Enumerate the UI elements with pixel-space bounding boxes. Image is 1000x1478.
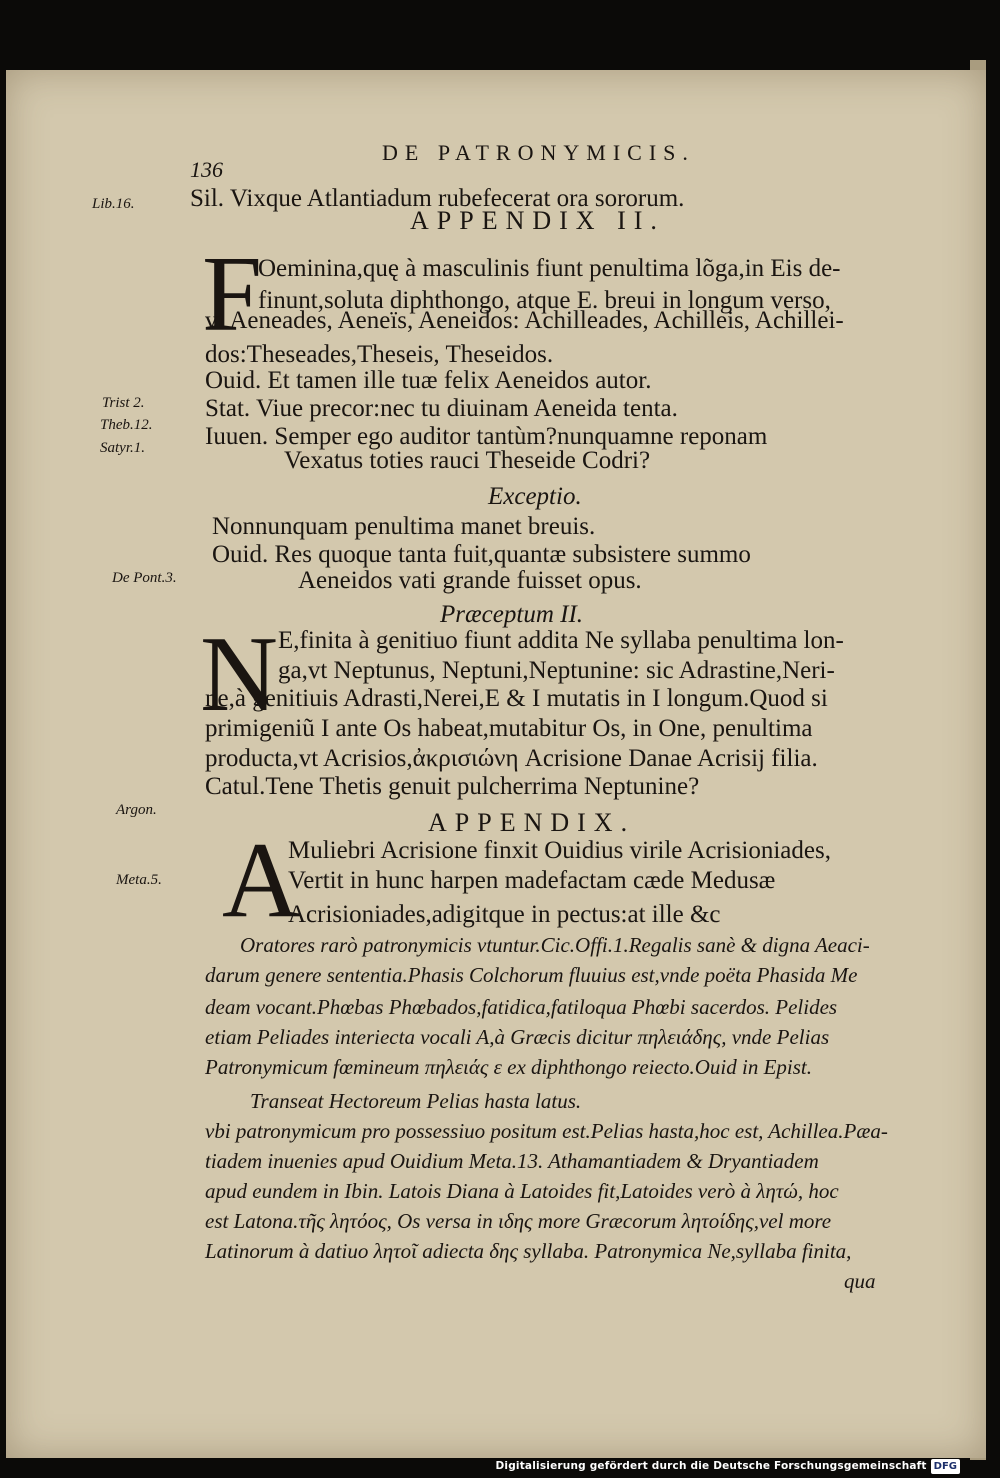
- verse-line: Iuuen. Semper ego auditor tantùm?nunquamne reponam: [205, 423, 768, 450]
- text-line: producta,vt Acrisios,ἀκρισιώνη Acrisione Danae Acrisij filia.: [205, 745, 818, 772]
- text-line: vt Aeneades, Aeneïs, Aeneidos: Achilleades, Achilleis, Achillei-: [205, 307, 844, 334]
- commentary-line: Oratores rarò patronymicis vtuntur.Cic.Offi.1.Regalis sanè & digna Aeaci-: [240, 933, 870, 957]
- text-line: ga,vt Neptunus, Neptuni,Neptunine: sic Adrastine,Neri-: [278, 657, 835, 684]
- dfg-logo: DFG: [931, 1459, 960, 1474]
- section-heading: APPENDIX II.: [410, 206, 665, 235]
- verse-line: Ouid. Res quoque tanta fuit,quantæ subsistere summo: [212, 541, 751, 568]
- text-line: primigeniũ I ante Os habeat,mutabitur Os, in One, penultima: [205, 715, 813, 742]
- margin-note-trist: Trist 2.: [102, 395, 145, 411]
- commentary-line: Latinorum à datiuo λητοῖ adiecta δης syllaba. Patronymica Ne,syllaba finita,: [205, 1239, 852, 1263]
- commentary-line: Patronymicum fœmineum πηλειάς ε ex diphthongo reiecto.Ouid in Epist.: [205, 1055, 812, 1079]
- commentary-line: apud eundem in Ibin. Latois Diana à Latoides fit,Latoides verò à λητώ, hoc: [205, 1179, 839, 1203]
- verse-line: Ouid. Et tamen ille tuæ felix Aeneidos autor.: [205, 367, 652, 394]
- text-line: dos:Theseades,Theseis, Theseidos.: [205, 341, 554, 368]
- verse-line: Sil. Vixque Atlantiadum rubefecerat ora sororum.: [190, 185, 685, 212]
- commentary-line: est Latona.τῆς λητόος, Os versa in ιδης more Græcorum λητοίδης,vel more: [205, 1209, 832, 1233]
- verse-line: Stat. Viue precor:nec tu diuinam Aeneida tenta.: [205, 395, 678, 422]
- text-line: Nonnunquam penultima manet breuis.: [212, 513, 596, 540]
- margin-note-satyr: Satyr.1.: [100, 440, 145, 456]
- section-heading: Præceptum II.: [440, 601, 584, 628]
- section-heading: Exceptio.: [488, 483, 582, 510]
- verse-line: Vexatus toties rauci Theseide Codri?: [284, 447, 651, 474]
- verse-line: Vertit in hunc harpen madefactam cæde Medusæ: [288, 867, 776, 894]
- commentary-line: Transeat Hectoreum Pelias hasta latus.: [250, 1089, 582, 1113]
- margin-note-argon: Argon.: [116, 802, 157, 818]
- drop-cap: N: [200, 615, 278, 734]
- verse-line: Aeneidos vati grande fuisset opus.: [298, 567, 642, 594]
- commentary-line: darum genere sententia.Phasis Colchorum fluuius est,vnde poëta Phasida Me: [205, 963, 858, 987]
- footer-credit: Digitalisierung gefördert durch die Deutsche Forschungsgemeinschaft: [495, 1460, 927, 1472]
- text-line: Oeminina,quę à masculinis fiunt penultima lõga,in Eis de-: [258, 255, 841, 282]
- verse-line: Muliebri Acrisione finxit Ouidius virile Acrisioniades,: [288, 837, 831, 864]
- verse-line: Catul.Tene Thetis genuit pulcherrima Neptunine?: [205, 773, 700, 800]
- catchword: qua: [844, 1269, 876, 1293]
- commentary-line: vbi patronymicum pro possessiuo positum est.Pelias hasta,hoc est, Achillea.Pæa-: [205, 1119, 888, 1143]
- verse-line: Acrisioniades,adigitque in pectus:at ille &c: [288, 901, 721, 928]
- text-line: E,finita à genitiuo fiunt addita Ne syllaba penultima lon-: [278, 627, 844, 654]
- margin-note-depont: De Pont.3.: [112, 570, 177, 586]
- digitization-footer: [495, 1456, 960, 1476]
- margin-note-meta: Meta.5.: [116, 872, 162, 888]
- running-title: DE PATRONYMICIS.: [382, 140, 695, 165]
- section-heading: APPENDIX.: [428, 808, 636, 837]
- drop-cap: A: [222, 821, 300, 940]
- margin-note-lib: Lib.16.: [92, 196, 135, 212]
- page-number: 136: [190, 157, 223, 182]
- commentary-line: etiam Peliades interiecta vocali A,à Græcis dicitur πηλειάδης, vnde Pelias: [205, 1025, 830, 1049]
- text-line: ne,à genitiuis Adrasti,Nerei,E & I mutatis in I longum.Quod si: [205, 685, 828, 712]
- drop-cap: F: [202, 235, 263, 354]
- commentary-line: tiadem inuenies apud Ouidium Meta.13. Athamantiadem & Dryantiadem: [205, 1149, 819, 1173]
- margin-note-theb: Theb.12.: [100, 417, 153, 433]
- text-line: finunt,soluta diphthongo, atque E. breui in longum verso,: [258, 287, 831, 314]
- commentary-line: deam vocant.Phœbas Phœbados,fatidica,fatiloqua Phœbi sacerdos. Pelides: [205, 995, 838, 1019]
